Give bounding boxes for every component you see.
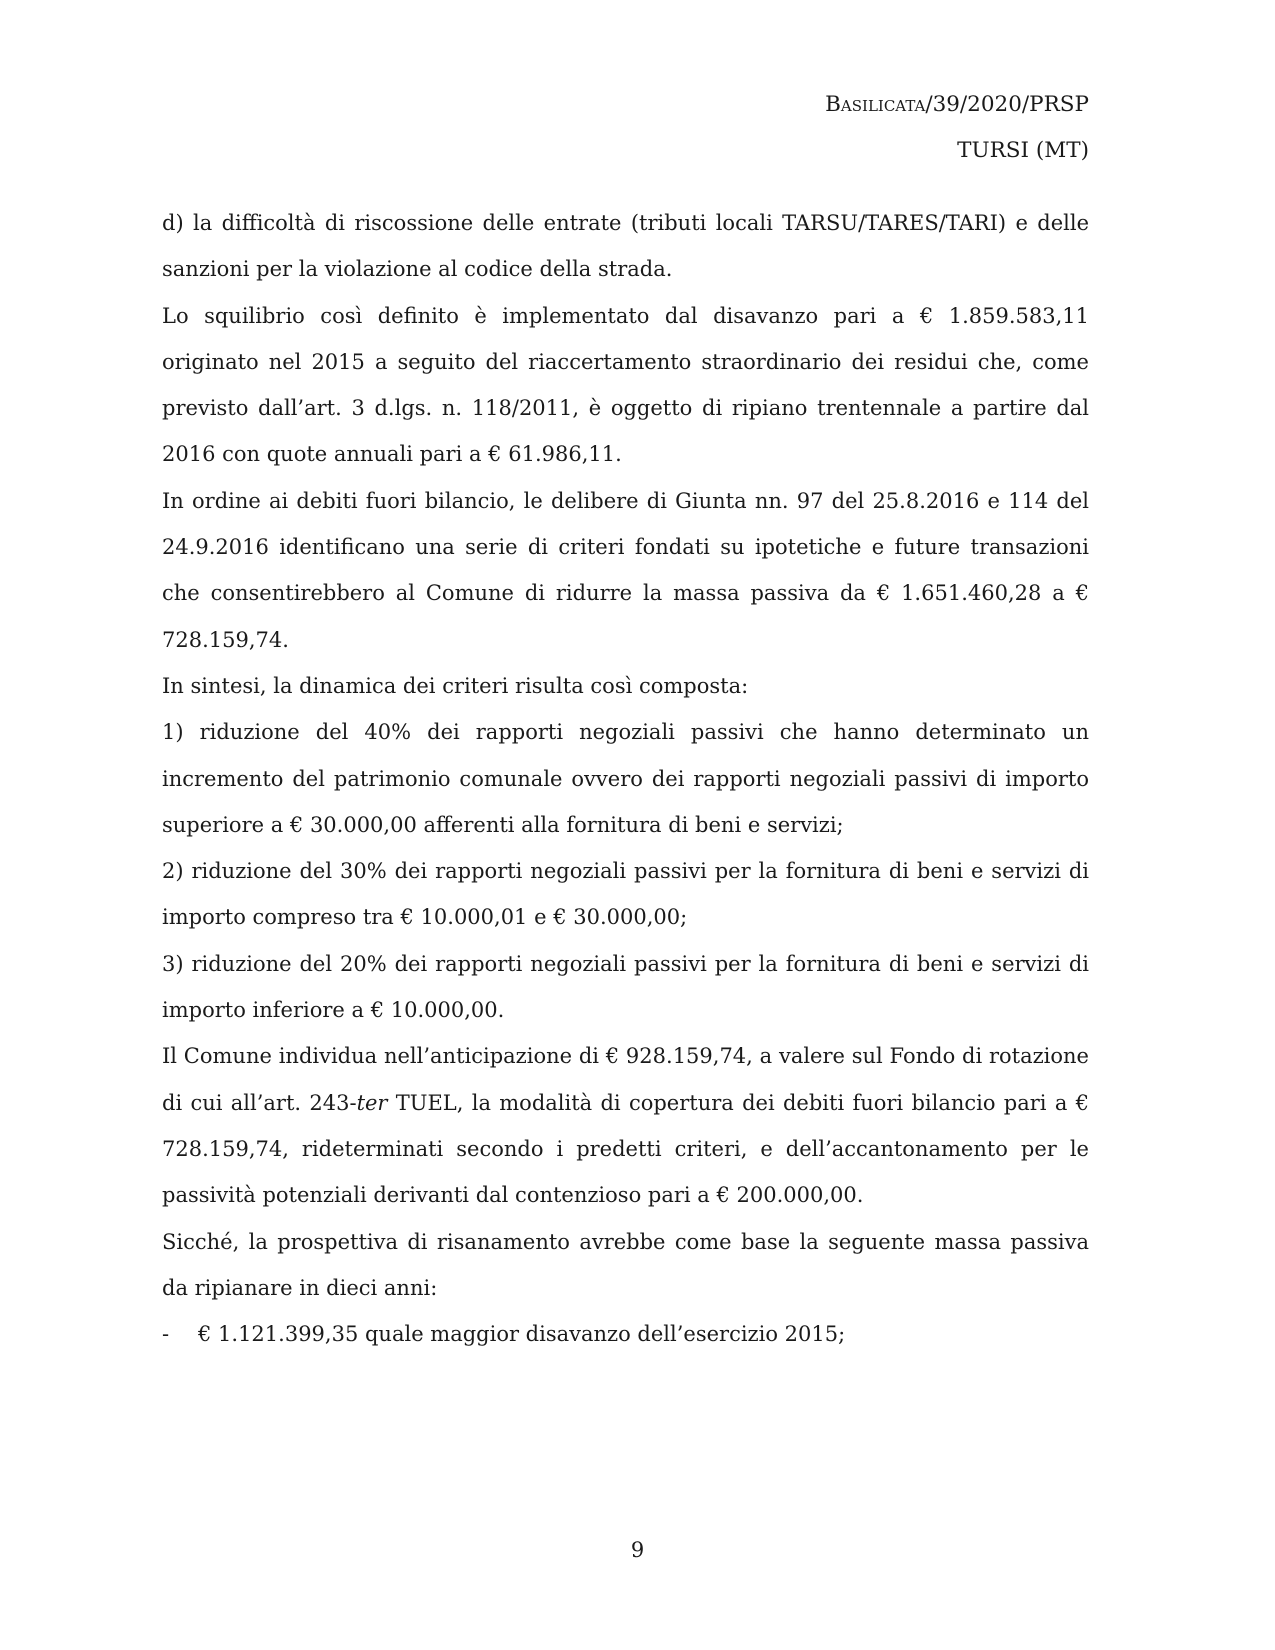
paragraph-recovery-perspective: Sicché, la prospettiva di risanamento avrebbe come base la seguente massa passiva da ripianare in dieci anni: [162, 1229, 1089, 1300]
advance-fund-text-start: Il Comune individua nell’anticipazione di € 928.159,74, a valere sul Fondo di rotazione di cui all’art. 243- [162, 1044, 1089, 1115]
list-dash: - [162, 1322, 170, 1347]
page-number: 9 [630, 1538, 645, 1562]
criterion-3: 3) riduzione del 20% dei rapporti negoziali passivi per la fornitura di beni e servizi di importo inferiore a € 10.000,00. [162, 951, 1089, 1023]
paragraph-summary-intro: In sintesi, la dinamica dei criteri risulta così composta: [162, 673, 749, 698]
advance-fund-text-end: TUEL, la modalità di copertura dei debiti fuori bilancio pari a € 728.159,74, rideterminati secondo i predetti criteri, e dell’accantonamento per le passività potenziali derivanti dal contenzioso pari a € 200.000,00. [162, 1090, 1090, 1208]
paragraph-deficit: Lo squilibrio così definito è implementato dal disavanzo pari a € 1.859.583,11 originato nel 2015 a seguito del riaccertamento straordinario dei residui che, come previsto dall’art. 3 d.lgs. n. 118/2011, è oggetto di ripiano trentennale a partire dal 2016 con quote annuali pari a € 61.986,11. [162, 303, 1089, 467]
paragraph-off-balance-debts: In ordine ai debiti fuori bilancio, le delibere di Giunta nn. 97 del 25.8.2016 e 114 del 24.9.2016 identificano una serie di criteri fondati su ipotetiche e future transazioni che consentirebbero al Comune di ridurre la massa passiva da € 1.651.460,28 a € 728.159,74. [162, 488, 1089, 652]
criterion-2: 2) riduzione del 30% dei rapporti negoziali passivi per la fornitura di beni e servizi di importo compreso tra € 10.000,01 e € 30.000,00; [162, 859, 1089, 930]
case-reference: Basilicata/39/2020/PRSP [825, 92, 1089, 117]
page-header [825, 82, 1089, 174]
paragraph-advance-fund [162, 1033, 1089, 1218]
municipality-name: TURSI (MT) [957, 138, 1089, 163]
advance-fund-italic-ter: ter [356, 1090, 388, 1115]
list-item-text: € 1.121.399,35 quale maggior disavanzo dell’esercizio 2015; [198, 1322, 846, 1347]
paragraph-item-d: d) la difficoltà di riscossione delle entrate (tributi locali TARSU/TARES/TARI) e delle sanzioni per la violazione al codice della strada. [162, 211, 1089, 282]
document-body [162, 200, 1089, 1357]
list-item [162, 1311, 1089, 1357]
criterion-1: 1) riduzione del 40% dei rapporti negoziali passivi che hanno determinato un incremento del patrimonio comunale ovvero dei rapporti negoziali passivi di importo superiore a € 30.000,00 afferenti alla fornitura di beni e servizi; [162, 720, 1089, 837]
